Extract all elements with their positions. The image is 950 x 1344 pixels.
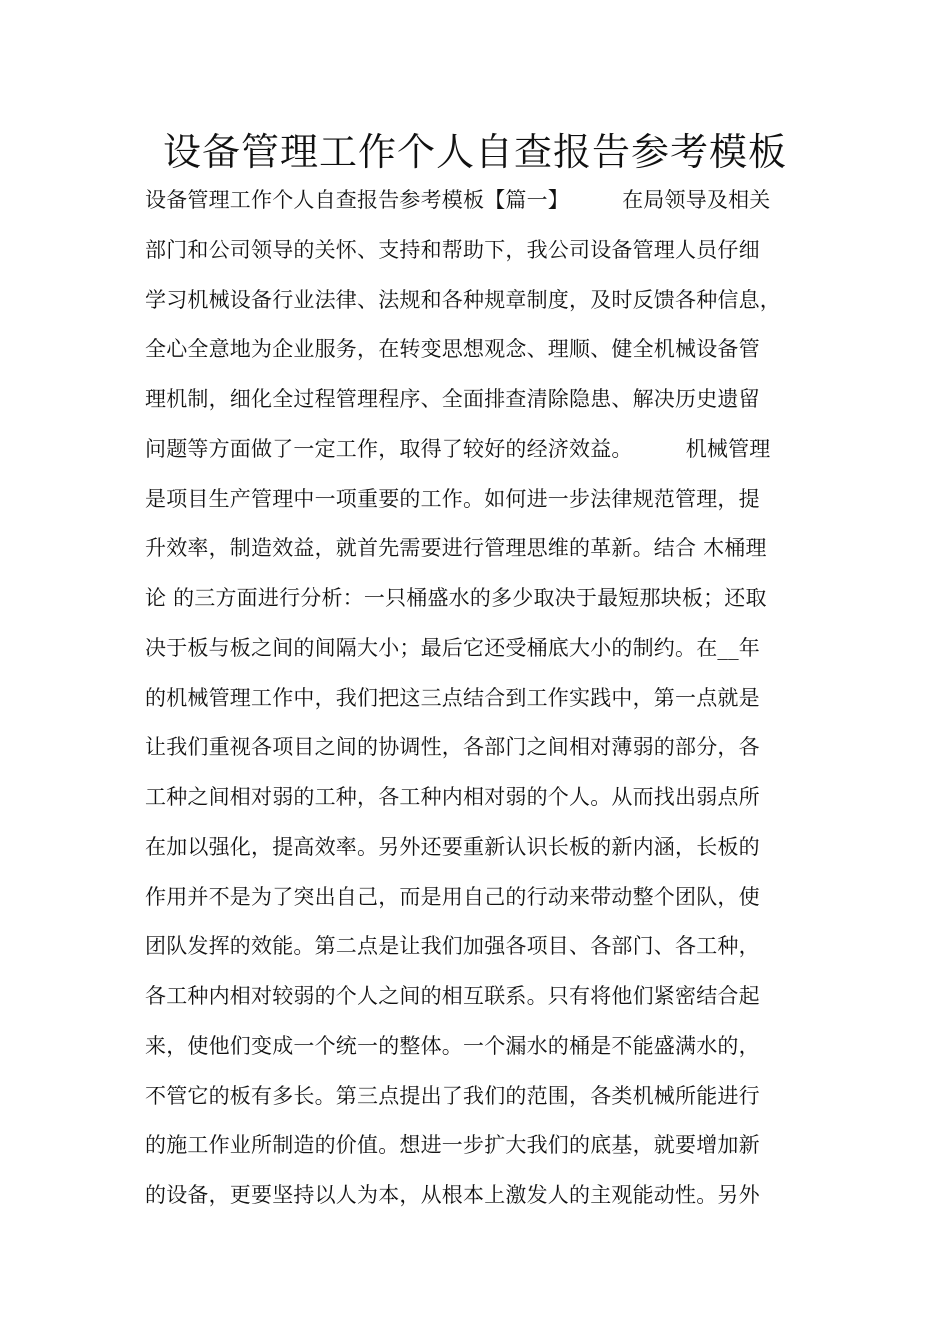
body-line: 部门和公司领导的关怀、支持和帮助下，我公司设备管理人员仔细 [145, 237, 760, 262]
body-line: 问题等方面做了一定工作，取得了较好的经济效益。 机械管理 [145, 436, 771, 461]
document-body [145, 176, 845, 1221]
body-line: 的机械管理工作中，我们把这三点结合到工作实践中，第一点就是 [145, 685, 760, 710]
body-line: 升效率，制造效益，就首先需要进行管理思维的革新。结合 木桶理 [145, 536, 767, 561]
body-line: 在加以强化，提高效率。另外还要重新认识长板的新内涵，长板的 [145, 834, 760, 859]
body-line: 不管它的板有多长。第三点提出了我们的范围，各类机械所能进行 [145, 1083, 760, 1108]
body-line: 让我们重视各项目之间的协调性，各部门之间相对薄弱的部分，各 [145, 735, 760, 760]
body-line: 理机制，细化全过程管理程序、全面排查清除隐患、解决历史遗留 [145, 387, 760, 411]
body-line: 的设备，更要坚持以人为本，从根本上激发人的主观能动性。另外 [145, 1183, 760, 1207]
body-line: 各工种内相对较弱的个人之间的相互联系。只有将他们紧密结合起 [145, 984, 760, 1008]
body-line: 来，使他们变成一个统一的整体。一个漏水的桶是不能盛满水的， [145, 1033, 760, 1058]
body-line: 工种之间相对弱的工种，各工种内相对弱的个人。从而找出弱点所 [145, 785, 760, 809]
body-line: 决于板与板之间的间隔大小；最后它还受桶底大小的制约。在__年 [145, 635, 760, 660]
body-line: 论 的三方面进行分析：一只桶盛水的多少取决于最短那块板；还取 [145, 586, 767, 610]
body-line: 学习机械设备行业法律、法规和各种规章制度，及时反馈各种信息， [145, 287, 781, 312]
body-line: 全心全意地为企业服务，在转变思想观念、理顺、健全机械设备管 [145, 337, 760, 362]
body-line: 的施工作业所制造的价值。想进一步扩大我们的底基，就要增加新 [145, 1133, 760, 1158]
body-line: 团队发挥的效能。第二点是让我们加强各项目、各部门、各工种， [145, 934, 760, 959]
body-line: 是项目生产管理中一项重要的工作。如何进一步法律规范管理，提 [145, 486, 760, 511]
body-line: 作用并不是为了突出自己，而是用自己的行动来带动整个团队，使 [145, 884, 760, 909]
body-line: 设备管理工作个人自查报告参考模板【篇一】 在局领导及相关 [145, 188, 771, 212]
document-title: 设备管理工作个人自查报告参考模板 [162, 130, 787, 174]
